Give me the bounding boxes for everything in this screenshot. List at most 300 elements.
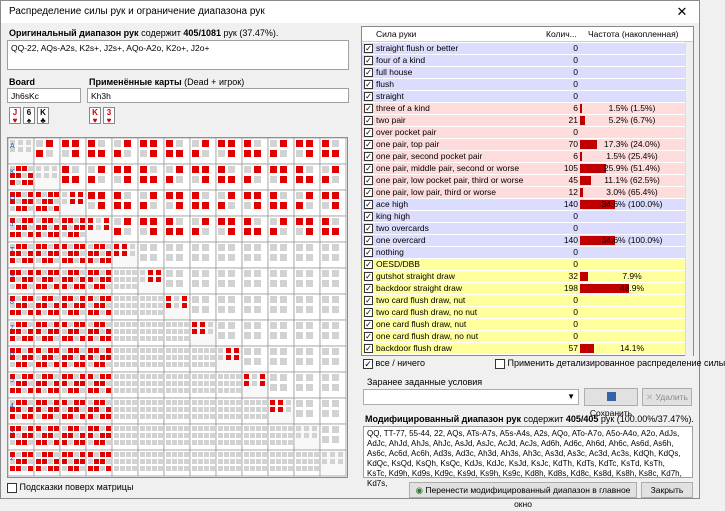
matrix-cell[interactable] (60, 372, 86, 398)
matrix-combo (10, 414, 15, 419)
matrix-cell[interactable] (294, 320, 320, 346)
matrix-cell[interactable] (60, 424, 86, 450)
matrix-cell[interactable] (216, 372, 242, 398)
matrix-cell[interactable] (268, 190, 294, 216)
matrix-cell[interactable] (34, 216, 60, 242)
board-input[interactable]: Jh6sKc (7, 88, 81, 103)
row-checkbox[interactable]: ✓ (365, 80, 372, 89)
matrix-cell[interactable] (34, 138, 60, 164)
matrix-cell[interactable] (268, 346, 294, 372)
matrix-cell[interactable] (8, 372, 34, 398)
table-row[interactable] (362, 163, 687, 174)
row-checkbox[interactable]: ✓ (365, 188, 372, 197)
row-count: 0 (573, 91, 578, 101)
matrix-cell[interactable] (216, 320, 242, 346)
matrix-cell[interactable] (112, 398, 138, 424)
matrix-cell[interactable] (86, 346, 112, 372)
matrix-cell[interactable] (138, 346, 164, 372)
matrix-cell[interactable] (320, 164, 346, 190)
matrix-cell[interactable] (268, 242, 294, 268)
matrix-cell[interactable] (320, 294, 346, 320)
matrix-cell[interactable] (164, 450, 190, 476)
row-strength: one pair, low pair, third or worse (376, 187, 497, 197)
table-row[interactable] (362, 103, 687, 114)
matrix-cell[interactable] (138, 450, 164, 476)
matrix-cell[interactable] (8, 268, 34, 294)
matrix-cell[interactable] (164, 424, 190, 450)
matrix-cell[interactable] (320, 372, 346, 398)
matrix-cell[interactable] (216, 216, 242, 242)
matrix-cell[interactable] (8, 320, 34, 346)
matrix-cell[interactable] (268, 216, 294, 242)
matrix-cell[interactable] (112, 424, 138, 450)
matrix-cell[interactable] (320, 346, 346, 372)
matrix-combo (28, 225, 33, 230)
matrix-cell[interactable] (8, 424, 34, 450)
row-checkbox[interactable]: ✓ (365, 92, 372, 101)
matrix-cell[interactable] (164, 190, 190, 216)
close-icon[interactable]: ✕ (676, 4, 688, 19)
matrix-cell[interactable] (60, 242, 86, 268)
matrix-combo (256, 440, 261, 445)
matrix-cell[interactable] (112, 294, 138, 320)
matrix-cell[interactable] (294, 372, 320, 398)
matrix-cell[interactable] (8, 190, 34, 216)
matrix-combo (36, 400, 41, 405)
matrix-combo (132, 348, 137, 353)
matrix-cell[interactable] (320, 424, 346, 450)
matrix-cell[interactable] (294, 164, 320, 190)
matrix-cell[interactable] (8, 294, 34, 320)
row-checkbox[interactable]: ✓ (365, 152, 372, 161)
all-none-option[interactable] (363, 358, 425, 369)
matrix-cell[interactable] (34, 372, 60, 398)
matrix-cell[interactable] (320, 216, 346, 242)
matrix-cell[interactable] (138, 164, 164, 190)
matrix-cell[interactable] (86, 138, 112, 164)
matrix-cell[interactable] (190, 320, 216, 346)
matrix-combo (332, 306, 339, 313)
table-row[interactable] (362, 343, 687, 354)
table-row[interactable] (362, 91, 687, 102)
matrix-cell[interactable] (268, 424, 294, 450)
matrix-cell[interactable] (8, 346, 34, 372)
hand-strength-table[interactable] (361, 26, 694, 356)
matrix-combo (204, 466, 209, 471)
matrix-cell[interactable] (320, 268, 346, 294)
matrix-combo (150, 228, 157, 235)
matrix-cell[interactable] (164, 320, 190, 346)
matrix-cell[interactable] (190, 450, 216, 476)
save-button[interactable] (584, 388, 638, 418)
row-checkbox[interactable]: ✓ (365, 308, 372, 317)
matrix-cell[interactable] (60, 450, 86, 476)
table-row[interactable] (362, 271, 687, 282)
matrix-combo (42, 348, 47, 353)
matrix-cell[interactable] (86, 164, 112, 190)
matrix-combo (176, 166, 183, 173)
row-checkbox[interactable]: ✓ (365, 104, 372, 113)
matrix-cell[interactable] (34, 450, 60, 476)
applied-card[interactable] (89, 107, 101, 124)
matrix-cell[interactable] (320, 320, 346, 346)
matrix-cell[interactable] (190, 372, 216, 398)
matrix-combo (68, 381, 73, 386)
matrix-combo (304, 426, 309, 431)
matrix-combo (42, 374, 47, 379)
matrix-cell[interactable] (60, 216, 86, 242)
matrix-cell[interactable] (164, 346, 190, 372)
row-checkbox[interactable]: ✓ (365, 116, 372, 125)
matrix-cell[interactable] (320, 190, 346, 216)
matrix-combo (322, 296, 329, 303)
row-checkbox[interactable]: ✓ (365, 212, 372, 221)
matrix-combo (158, 329, 163, 334)
row-checkbox[interactable]: ✓ (365, 68, 372, 77)
matrix-cell[interactable] (164, 398, 190, 424)
matrix-combo (114, 414, 119, 419)
matrix-cell[interactable] (138, 138, 164, 164)
matrix-cell[interactable] (34, 242, 60, 268)
matrix-combo (114, 433, 119, 438)
hand-matrix[interactable] (7, 137, 348, 478)
detailed-distribution-option[interactable] (495, 358, 725, 369)
matrix-combo (236, 388, 241, 393)
table-row[interactable] (362, 139, 687, 150)
matrix-cell[interactable] (268, 398, 294, 424)
matrix-cell[interactable] (320, 398, 346, 424)
table-row[interactable] (362, 259, 687, 270)
matrix-cell[interactable] (216, 424, 242, 450)
matrix-cell[interactable] (138, 190, 164, 216)
matrix-cell[interactable] (34, 424, 60, 450)
row-checkbox[interactable]: ✓ (365, 128, 372, 137)
matrix-cell[interactable] (190, 242, 216, 268)
matrix-combo (286, 400, 291, 405)
matrix-combo (166, 466, 171, 471)
table-row[interactable] (362, 295, 687, 306)
matrix-cell[interactable] (34, 320, 60, 346)
matrix-cell[interactable] (242, 294, 268, 320)
delete-button[interactable] (642, 388, 692, 406)
table-row[interactable] (362, 151, 687, 162)
matrix-cell[interactable] (268, 164, 294, 190)
matrix-cell[interactable] (190, 216, 216, 242)
modified-range-textbox[interactable]: QQ, TT-77, 55-44, 22, AQs, ATs-A7s, A5s-A4s, A2s, AQo, ATo-A7o, A5o-A4o, A2o, AdJs, AdJc, AhJd, AhJs, AhJc, AsJd, AsJc, AcJd, AcJs, Ad6h, Ad6c, Ah6d, Ah6c, As6d, As6h, As6c, Ac6d, Ac6h, Ad3s, Ad3c, Ah3d, Ah3s, Ah3c, As3d, As3c, Ac3d, Ac3s, KdQh, KdQs, KdQc, KsQd, KsQh, KsQc, KdJs, KdJc, KsJd, KsJc, KdTh, KdTs, KdTc, KsTd, KsTh, KsTc, Kd9h, Kd9s, Kd9c, Ks9d, Ks9h, Ks9c, Kd8h, Kd8s, Kd8c, Ks8d, Ks8h, Ks8c, Kd7h, Kd7s, (363, 426, 693, 478)
matrix-cell[interactable] (112, 164, 138, 190)
matrix-combo (192, 466, 197, 471)
matrix-combo (322, 436, 329, 443)
transfer-range-button[interactable] (409, 482, 637, 509)
matrix-cell[interactable] (242, 164, 268, 190)
matrix-combo (192, 322, 197, 327)
matrix-cell[interactable] (86, 320, 112, 346)
row-checkbox[interactable]: ✓ (365, 176, 372, 185)
matrix-combo (230, 452, 235, 457)
row-checkbox[interactable]: ✓ (365, 224, 372, 233)
matrix-cell[interactable] (242, 372, 268, 398)
matrix-cell[interactable] (242, 242, 268, 268)
all-none-checkbox[interactable]: ✓ (364, 358, 372, 369)
matrix-cell[interactable] (86, 450, 112, 476)
matrix-cell[interactable] (60, 138, 86, 164)
row-checkbox[interactable]: ✓ (365, 284, 372, 293)
matrix-cell[interactable] (8, 450, 34, 476)
matrix-cell[interactable] (190, 294, 216, 320)
matrix-cell[interactable] (268, 268, 294, 294)
matrix-cell[interactable] (8, 398, 34, 424)
matrix-cell[interactable] (34, 268, 60, 294)
matrix-cell[interactable] (242, 450, 268, 476)
table-row[interactable] (362, 211, 687, 222)
matrix-cell[interactable] (294, 450, 320, 476)
hand-matrix-grid[interactable] (8, 138, 347, 477)
matrix-combo (176, 218, 183, 225)
row-checkbox[interactable]: ✓ (365, 200, 372, 209)
matrix-cell[interactable] (86, 372, 112, 398)
table-row[interactable] (362, 235, 687, 246)
table-row[interactable] (362, 55, 687, 66)
row-checkbox[interactable]: ✓ (365, 272, 372, 281)
row-checkbox[interactable]: ✓ (365, 320, 372, 329)
table-row[interactable] (362, 199, 687, 210)
matrix-cell[interactable] (320, 242, 346, 268)
matrix-cell[interactable] (138, 320, 164, 346)
matrix-combo (244, 433, 249, 438)
matrix-cell[interactable] (164, 268, 190, 294)
table-row[interactable] (362, 115, 687, 126)
matrix-cell[interactable] (164, 216, 190, 242)
matrix-cell[interactable] (294, 398, 320, 424)
table-row[interactable] (362, 307, 687, 318)
matrix-cell[interactable] (294, 216, 320, 242)
matrix-cell[interactable] (190, 398, 216, 424)
matrix-cell[interactable] (138, 216, 164, 242)
matrix-cell[interactable] (164, 372, 190, 398)
matrix-cell[interactable] (242, 138, 268, 164)
table-row[interactable] (362, 331, 687, 342)
matrix-cell[interactable] (112, 346, 138, 372)
matrix-combo (166, 244, 173, 251)
matrix-cell[interactable] (190, 346, 216, 372)
matrix-cell[interactable] (190, 164, 216, 190)
matrix-combo (306, 192, 313, 199)
matrix-cell[interactable] (216, 268, 242, 294)
column-frequency[interactable]: Частота (накопленная) (588, 29, 679, 39)
applied-card[interactable] (103, 107, 115, 124)
matrix-cell[interactable] (34, 190, 60, 216)
matrix-cell[interactable] (60, 268, 86, 294)
board-card[interactable] (23, 107, 35, 124)
overlay-hints-checkbox[interactable] (7, 483, 17, 493)
matrix-cell[interactable] (60, 294, 86, 320)
matrix-cell[interactable] (60, 346, 86, 372)
matrix-cell[interactable] (164, 164, 190, 190)
matrix-cell[interactable] (216, 164, 242, 190)
table-row[interactable] (362, 79, 687, 90)
matrix-cell[interactable] (164, 294, 190, 320)
matrix-cell[interactable] (34, 346, 60, 372)
matrix-combo (306, 254, 313, 261)
matrix-cell[interactable] (320, 450, 346, 476)
overlay-hints-option[interactable] (7, 482, 133, 493)
table-row[interactable] (362, 223, 687, 234)
table-row[interactable] (362, 175, 687, 186)
matrix-combo (178, 381, 183, 386)
matrix-cell[interactable] (216, 190, 242, 216)
matrix-cell[interactable] (164, 242, 190, 268)
matrix-cell[interactable] (320, 138, 346, 164)
matrix-cell[interactable] (138, 398, 164, 424)
matrix-cell[interactable] (60, 320, 86, 346)
matrix-combo (228, 202, 235, 209)
table-row[interactable] (362, 67, 687, 78)
matrix-cell[interactable] (138, 294, 164, 320)
matrix-cell[interactable] (268, 320, 294, 346)
matrix-cell[interactable] (138, 268, 164, 294)
matrix-cell[interactable] (112, 216, 138, 242)
matrix-combo (278, 407, 283, 412)
matrix-combo (42, 355, 47, 360)
matrix-cell[interactable] (242, 424, 268, 450)
matrix-cell[interactable] (242, 320, 268, 346)
matrix-cell[interactable] (242, 216, 268, 242)
matrix-cell[interactable] (112, 138, 138, 164)
matrix-cell[interactable] (112, 242, 138, 268)
save-icon (607, 392, 616, 401)
row-checkbox[interactable]: ✓ (365, 236, 372, 245)
table-row[interactable] (362, 127, 687, 138)
matrix-cell[interactable] (112, 320, 138, 346)
row-checkbox[interactable]: ✓ (365, 44, 372, 53)
presets-select[interactable] (363, 389, 579, 405)
matrix-cell[interactable] (294, 294, 320, 320)
board-card[interactable] (9, 107, 21, 124)
matrix-combo (130, 244, 135, 249)
matrix-cell[interactable] (268, 450, 294, 476)
matrix-combo (254, 254, 261, 261)
matrix-cell[interactable] (216, 138, 242, 164)
row-checkbox[interactable]: ✓ (365, 344, 372, 353)
matrix-combo (80, 258, 85, 263)
row-checkbox[interactable]: ✓ (365, 296, 372, 305)
matrix-cell[interactable] (216, 450, 242, 476)
matrix-cell[interactable] (60, 164, 86, 190)
matrix-cell[interactable] (34, 398, 60, 424)
matrix-cell[interactable] (242, 190, 268, 216)
matrix-combo (166, 355, 171, 360)
table-scrollbar[interactable] (685, 42, 693, 356)
row-checkbox[interactable]: ✓ (365, 260, 372, 269)
matrix-cell[interactable] (294, 242, 320, 268)
table-row[interactable] (362, 43, 687, 54)
column-count[interactable]: Колич... (546, 29, 577, 39)
matrix-cell[interactable] (190, 424, 216, 450)
matrix-cell[interactable] (112, 372, 138, 398)
matrix-combo (22, 407, 27, 412)
matrix-cell[interactable] (216, 346, 242, 372)
matrix-cell[interactable] (60, 190, 86, 216)
matrix-cell[interactable] (294, 268, 320, 294)
close-button[interactable]: Закрыть (641, 482, 693, 498)
row-checkbox[interactable]: ✓ (365, 332, 372, 341)
matrix-cell[interactable] (34, 294, 60, 320)
matrix-cell[interactable] (8, 164, 34, 190)
matrix-cell[interactable] (86, 216, 112, 242)
matrix-cell[interactable] (112, 268, 138, 294)
matrix-cell[interactable] (190, 138, 216, 164)
row-checkbox[interactable]: ✓ (365, 164, 372, 173)
matrix-cell[interactable] (268, 294, 294, 320)
matrix-cell[interactable] (8, 242, 34, 268)
matrix-combo (114, 407, 119, 412)
board-card[interactable] (37, 107, 49, 124)
matrix-cell[interactable] (138, 242, 164, 268)
matrix-cell[interactable] (86, 268, 112, 294)
matrix-cell[interactable] (60, 398, 86, 424)
table-row[interactable] (362, 187, 687, 198)
matrix-combo (184, 433, 189, 438)
matrix-cell[interactable] (86, 294, 112, 320)
matrix-cell[interactable] (268, 372, 294, 398)
matrix-cell[interactable] (242, 346, 268, 372)
matrix-combo (224, 433, 229, 438)
matrix-cell[interactable] (112, 450, 138, 476)
matrix-cell[interactable] (294, 424, 320, 450)
matrix-cell[interactable] (294, 138, 320, 164)
matrix-cell[interactable] (190, 190, 216, 216)
table-row[interactable] (362, 283, 687, 294)
matrix-cell[interactable] (294, 190, 320, 216)
matrix-cell[interactable] (112, 190, 138, 216)
matrix-cell[interactable] (268, 138, 294, 164)
matrix-cell[interactable] (242, 398, 268, 424)
matrix-cell[interactable] (138, 424, 164, 450)
matrix-cell[interactable] (190, 268, 216, 294)
matrix-combo (42, 192, 47, 197)
matrix-combo (198, 407, 203, 412)
matrix-cell[interactable] (164, 138, 190, 164)
matrix-cell[interactable] (138, 372, 164, 398)
matrix-cell[interactable] (34, 164, 60, 190)
row-checkbox[interactable]: ✓ (365, 248, 372, 257)
matrix-combo (16, 199, 21, 204)
matrix-cell[interactable] (242, 268, 268, 294)
matrix-cell[interactable] (216, 398, 242, 424)
row-checkbox[interactable]: ✓ (365, 140, 372, 149)
matrix-cell[interactable] (216, 294, 242, 320)
matrix-cell[interactable] (86, 242, 112, 268)
applied-cards-input[interactable]: Kh3h (87, 88, 349, 103)
matrix-combo (62, 407, 67, 412)
table-row[interactable] (362, 319, 687, 330)
matrix-combo (16, 414, 21, 419)
original-range-textbox[interactable]: QQ-22, AQs-A2s, K2s+, J2s+, AQo-A2o, K2o+, J2o+ (7, 40, 349, 70)
row-checkbox[interactable]: ✓ (365, 56, 372, 65)
matrix-cell[interactable] (294, 346, 320, 372)
detailed-distribution-checkbox[interactable] (495, 359, 505, 369)
matrix-combo (68, 362, 73, 367)
matrix-cell[interactable] (216, 242, 242, 268)
table-row[interactable] (362, 247, 687, 258)
matrix-cell[interactable] (86, 190, 112, 216)
matrix-cell[interactable] (8, 216, 34, 242)
matrix-cell[interactable] (8, 138, 34, 164)
matrix-combo (54, 381, 59, 386)
matrix-cell[interactable] (86, 398, 112, 424)
column-strength[interactable]: Сила руки (376, 29, 417, 39)
matrix-cell[interactable] (86, 424, 112, 450)
